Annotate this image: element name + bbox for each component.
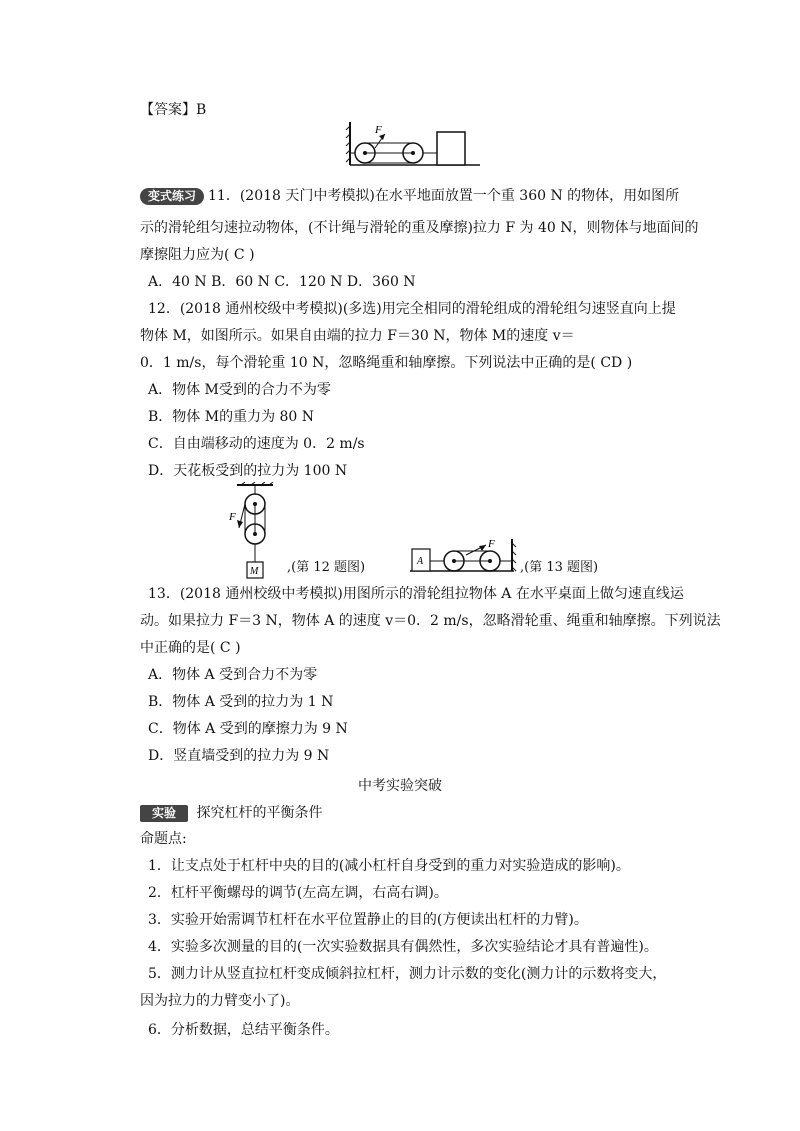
- pulley-figure-13: [410, 535, 520, 575]
- question-13-option-c: C．物体 A 受到的摩擦力为 9 N: [148, 721, 348, 737]
- proposition-point-6: 6．分析数据，总结平衡条件。: [148, 1022, 339, 1038]
- question-12-line-1: 12．(2018 通州校级中考模拟)(多选)用完全相同的滑轮组成的滑轮组匀速竖直向上提: [148, 301, 676, 317]
- question-12-option-a: A．物体 M受到的合力不为零: [148, 382, 331, 398]
- force-label-12: F: [229, 511, 236, 523]
- question-12-line-3: 0．1 m/s，每个滑轮重 10 N，忽略绳重和轴摩擦。下列说法中正确的是( CD ): [140, 355, 633, 371]
- experiment-heading: [140, 803, 322, 823]
- question-13-line-2: 动。如果拉力 F＝3 N，物体 A 的速度 v＝0．2 m/s，忽略滑轮重、绳重和轴摩擦。下列说法: [140, 613, 721, 629]
- proposition-point-5-cont: 因为拉力的力臂变小了)。: [140, 993, 300, 1009]
- question-12-line-2: 物体 M，如图所示。如果自由端的拉力 F＝30 N，物体 M的速度 v＝: [140, 328, 575, 344]
- object-a-label: A: [417, 556, 424, 567]
- figure-12-caption: ,(第 12 题图): [287, 560, 366, 575]
- question-13-option-b: B．物体 A 受到的拉力为 1 N: [148, 694, 334, 710]
- figure-13-caption: ,(第 13 题图): [520, 560, 599, 575]
- proposition-point-4: 4．实验多次测量的目的(一次实验数据具有偶然性，多次实验结论才具有普遍性)。: [148, 939, 658, 955]
- proposition-label: 命题点:: [140, 831, 187, 847]
- proposition-point-5: 5．测力计从竖直拉杠杆变成倾斜拉杠杆，测力计示数的变化(测力计的示数将变大，: [148, 966, 667, 982]
- section-title: 中考实验突破: [358, 778, 442, 794]
- question-11-options: A．40 N B．60 N C．120 N D．360 N: [148, 274, 416, 290]
- question-13-option-a: A．物体 A 受到合力不为零: [148, 667, 318, 683]
- question-11-line-1: 变式练习 11．(2018 天门中考模拟)在水平地面放置一个重 360 N 的物体，用如图所: [140, 186, 679, 206]
- question-11-line-2: 示的滑轮组匀速拉动物体，(不计绳与滑轮的重及摩擦)拉力 F 为 40 N，则物体与地面间的: [140, 220, 699, 236]
- question-13-line-3: 中正确的是( C ): [140, 640, 241, 656]
- object-m-label: M: [250, 566, 259, 577]
- pulley-figure-12: [225, 482, 285, 582]
- experiment-badge: 实验: [140, 805, 188, 822]
- proposition-point-2: 2．杠杆平衡螺母的调节(左高左调，右高右调)。: [148, 885, 448, 901]
- question-12-option-d: D．天花板受到的拉力为 100 N: [148, 463, 348, 479]
- variant-practice-badge: 变式练习: [140, 188, 204, 205]
- answer-line: 【答案】B: [140, 102, 207, 118]
- question-11-line-3: 摩擦阻力应为( C ): [140, 247, 255, 263]
- pulley-figure-11: [345, 120, 485, 170]
- question-12-option-c: C．自由端移动的速度为 0．2 m/s: [148, 436, 365, 452]
- question-13-option-d: D．竖直墙受到的拉力为 9 N: [148, 748, 330, 764]
- question-13-line-1: 13．(2018 通州校级中考模拟)用图所示的滑轮组拉物体 A 在水平桌面上做匀速直线运: [148, 586, 684, 602]
- experiment-title: 探究杠杆的平衡条件: [196, 805, 323, 821]
- proposition-point-3: 3．实验开始需调节杠杆在水平位置静止的目的(方便读出杠杆的力臂)。: [148, 912, 588, 928]
- proposition-point-1: 1．让支点处于杠杆中央的目的(减小杠杆自身受到的重力对实验造成的影响)。: [148, 858, 630, 874]
- force-label-13: F: [488, 538, 495, 550]
- force-label-11: F: [375, 124, 382, 136]
- question-12-option-b: B．物体 M的重力为 80 N: [148, 409, 315, 425]
